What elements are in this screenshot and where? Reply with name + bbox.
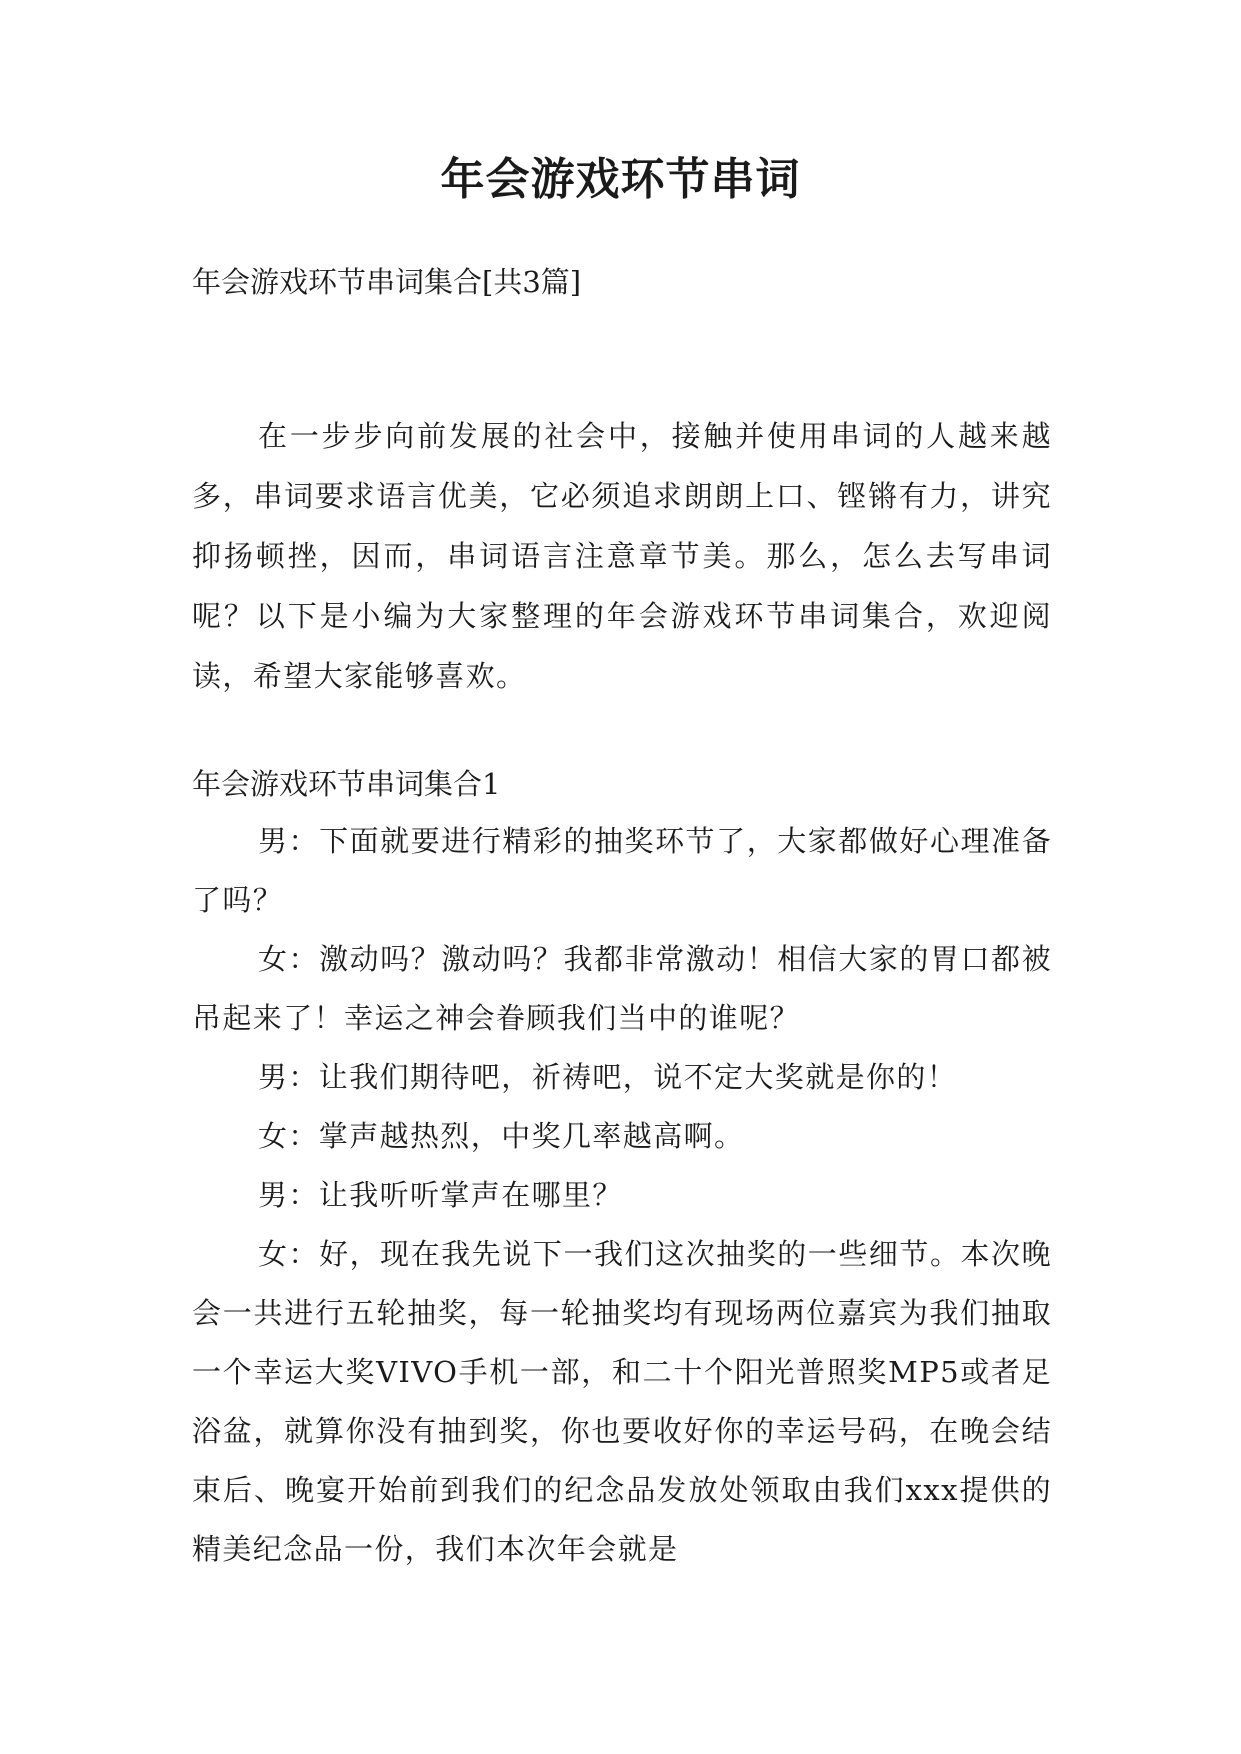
dialogue-line: 女：激动吗？激动吗？我都非常激动！相信大家的胃口都被吊起来了！幸运之神会眷顾我们当中的谁呢？ — [192, 942, 1052, 1035]
dialogue-line: 女：掌声越热烈，中奖几率越高啊。 — [258, 1119, 745, 1153]
document-title: 年会游戏环节串词 — [440, 154, 801, 205]
document-subtitle: 年会游戏环节串词集合[共3篇] — [192, 265, 582, 299]
dialogue-line: 男：让我们期待吧，祈祷吧，说不定大奖就是你的！ — [258, 1060, 958, 1094]
dialogue-line: 女：好，现在我先说下一我们这次抽奖的一些细节。本次晚会一共进行五轮抽奖，每一轮抽奖均有现场两位嘉宾为我们抽取一个幸运大奖VIVO手机一部，和二十个阳光普照奖MP5或者足浴盆，就算你没有抽到奖，你也要收好你的幸运号码，在晚会结束后、晚宴开始前到我们的纪念品发放处领取由我们xxx提供的精美纪念品一份，我们本次年会就是 — [192, 1237, 1052, 1566]
intro-paragraph: 在一步步向前发展的社会中，接触并使用串词的人越来越多，串词要求语言优美，它必须追求朗朗上口、铿锵有力，讲究抑扬顿挫，因而，串词语言注意章节美。那么，怎么去写串词呢？以下是小编为大家整理的年会游戏环节串词集合，欢迎阅读，希望大家能够喜欢。 — [192, 419, 1052, 693]
dialogue-line: 男：让我听听掌声在哪里？ — [258, 1178, 623, 1212]
section-heading: 年会游戏环节串词集合1 — [192, 767, 501, 801]
dialogue-body — [192, 812, 1052, 1579]
dialogue-line: 男：下面就要进行精彩的抽奖环节了，大家都做好心理准备了吗？ — [192, 824, 1052, 917]
